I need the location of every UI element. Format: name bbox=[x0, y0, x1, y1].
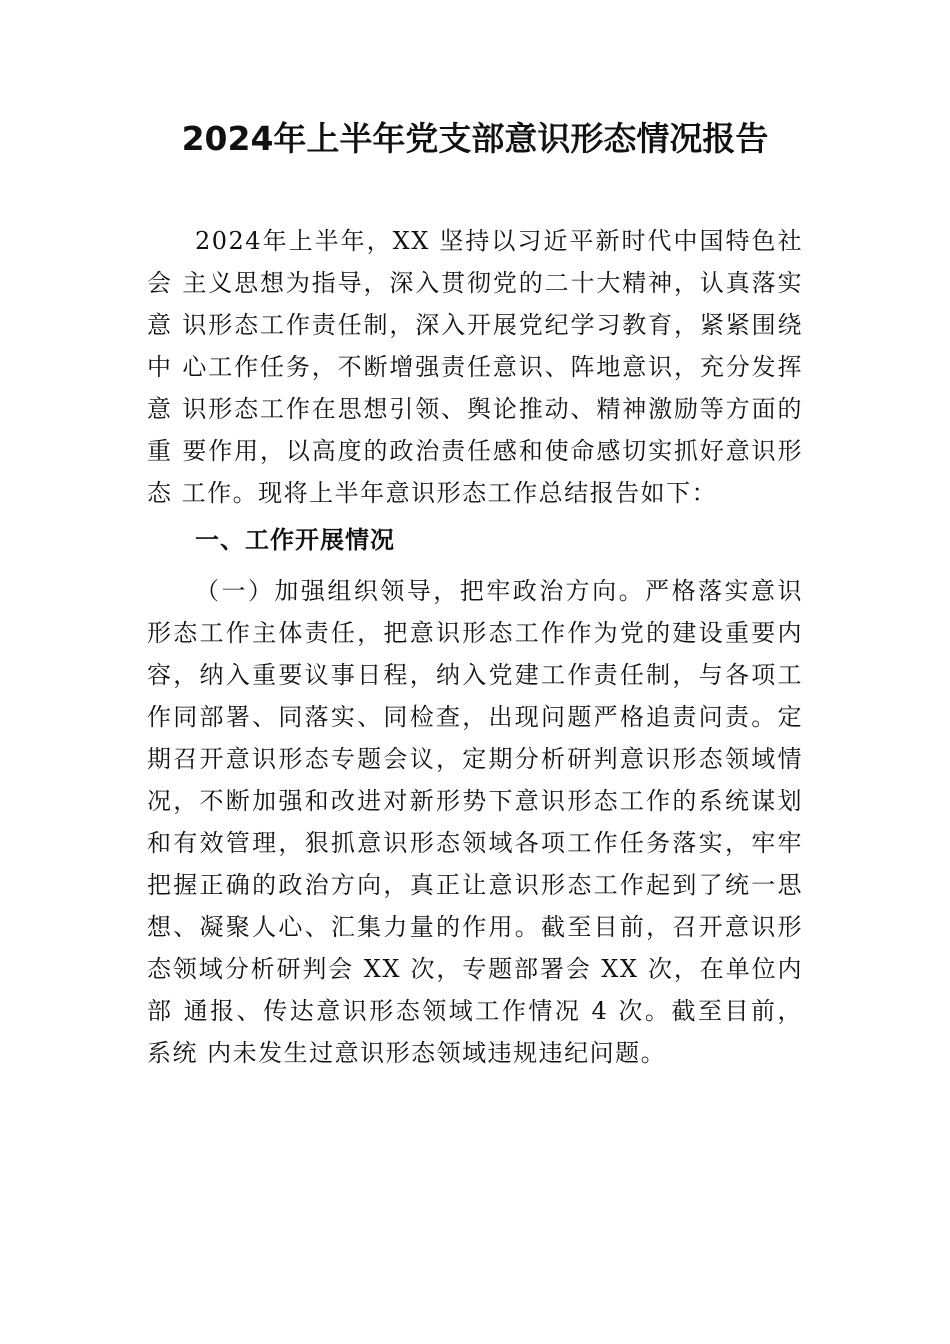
intro-paragraph: 2024年上半年，XX 坚持以习近平新时代中国特色社会 主义思想为指导，深入贯彻党的二十大精神，认真落实意 识形态工作责任制，深入开展党纪学习教育，紧紧围绕中 心工作任务，不断增强责任意识、阵地意识，充分发挥意 识形态工作在思想引领、舆论推动、精神激励等方面的重 要作用，以高度的政治责任感和使命感切实抓好意识形态 工作。现将上半年意识形态工作总结报告如下： bbox=[147, 227, 803, 507]
section-paragraph: （一）加强组织领导，把牢政治方向。严格落实意识形态工作主体责任，把意识形态工作作为党的建设重要内容，纳入重要议事日程，纳入党建工作责任制，与各项工作同部署、同落实、同检查，出现问题严格追责问责。定期召开意识形态专题会议，定期分析研判意识形态领域情况，不断加强和改进对新形势下意识形态工作的系统谋划和有效管理，狠抓意识形态领域各项工作任务落实，牢牢把握正确的政治方向，真正让意识形态工作起到了统一思想、凝聚人心、汇集力量的作用。截至目前，召开意识形态领域分析研判会 XX 次，专题部署会 XX 次，在单位内部 通报、传达意识形态领域工作情况 4 次。截至目前，系统 内未发生过意识形态领域违规违纪问题。 bbox=[147, 577, 803, 1067]
document-body bbox=[147, 220, 803, 1074]
document-title: 2024年上半年党支部意识形态情况报告 bbox=[181, 119, 769, 158]
section-heading: 一、工作开展情况 bbox=[195, 526, 395, 554]
